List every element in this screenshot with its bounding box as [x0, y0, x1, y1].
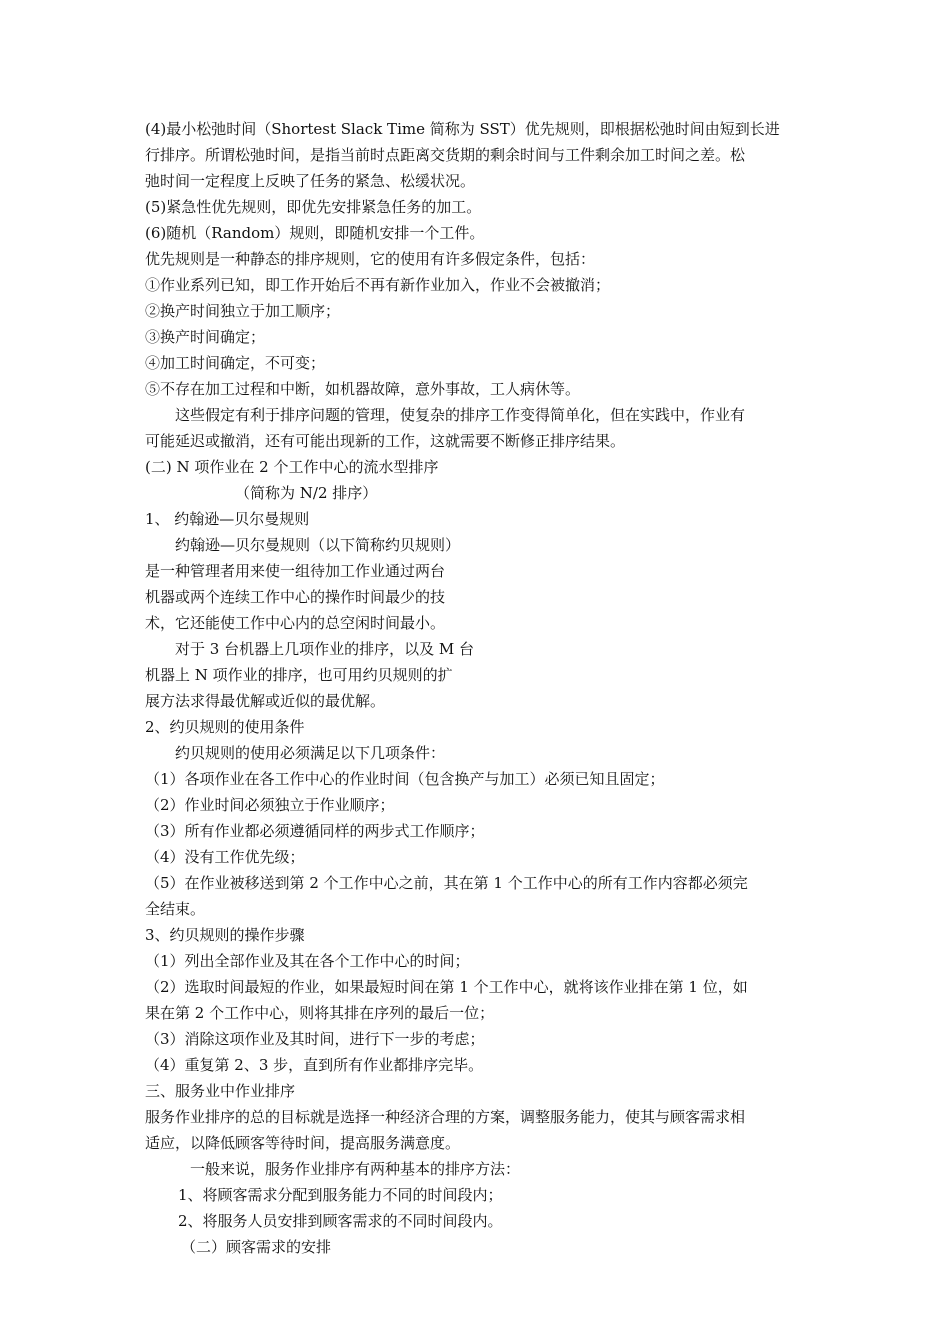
text-line: 适应，以降低顾客等待时间，提高服务满意度。 — [145, 1134, 461, 1152]
section-heading: (二) N 项作业在 2 个工作中心的流水型排序 — [145, 458, 439, 476]
text-line: 一般来说，服务作业排序有两种基本的排序方法： — [190, 1160, 521, 1178]
text-line: ②换产时间独立于加工顺序； — [145, 302, 341, 320]
section-subheading: （简称为 N/2 排序） — [235, 484, 378, 502]
text-line: (4)最小松弛时间（Shortest Slack Time 简称为 SST）优先规则，即根据松弛时间由短到长进 — [145, 120, 780, 138]
section-heading: 2、约贝规则的使用条件 — [145, 718, 305, 736]
text-line: （1）列出全部作业及其在各个工作中心的时间； — [145, 952, 470, 970]
text-line: （4）重复第 2、3 步，直到所有作业都排序完毕。 — [145, 1056, 484, 1074]
text-line: ①作业系列已知，即工作开始后不再有新作业加入，作业不会被撤消； — [145, 276, 611, 294]
text-line: 这些假定有利于排序问题的管理，使复杂的排序工作变得简单化，但在实践中，作业有 — [175, 406, 746, 424]
text-line: （2）作业时间必须独立于作业顺序； — [145, 796, 395, 814]
section-subheading: （二）顾客需求的安排 — [181, 1238, 332, 1256]
text-line: 优先规则是一种静态的排序规则，它的使用有许多假定条件，包括： — [145, 250, 596, 268]
text-line: (5)紧急性优先规则，即优先安排紧急任务的加工。 — [145, 198, 482, 216]
text-line: 术，它还能使工作中心内的总空闲时间最小。 — [145, 614, 446, 632]
section-heading: 3、约贝规则的操作步骤 — [145, 926, 305, 944]
text-line: （3）消除这项作业及其时间，进行下一步的考虑； — [145, 1030, 485, 1048]
text-line: 1、将顾客需求分配到服务能力不同的时间段内； — [178, 1186, 503, 1204]
text-line: 2、将服务人员安排到顾客需求的不同时间段内。 — [178, 1212, 503, 1230]
text-line: ④加工时间确定，不可变； — [145, 354, 326, 372]
text-line: （5）在作业被移送到第 2 个工作中心之前，其在第 1 个工作中心的所有工作内容都必须完 — [145, 874, 748, 892]
text-line: （1）各项作业在各工作中心的作业时间（包含换产与加工）必须已知且固定； — [145, 770, 665, 788]
text-line: 展方法求得最优解或近似的最优解。 — [145, 692, 386, 710]
text-line: ③换产时间确定； — [145, 328, 266, 346]
text-line: 行排序。所谓松弛时间，是指当前时点距离交货期的剩余时间与工件剩余加工时间之差。松 — [145, 146, 746, 164]
text-line: 是一种管理者用来使一组待加工作业通过两台 — [145, 562, 446, 580]
section-heading: 1、 约翰逊—贝尔曼规则 — [145, 510, 310, 528]
text-line: 约贝规则的使用必须满足以下几项条件： — [175, 744, 446, 762]
text-line: 果在第 2 个工作中心，则将其排在序列的最后一位； — [145, 1004, 495, 1022]
text-line: 机器或两个连续工作中心的操作时间最少的技 — [145, 588, 446, 606]
text-line: （4）没有工作优先级； — [145, 848, 305, 866]
text-line: （3）所有作业都必须遵循同样的两步式工作顺序； — [145, 822, 485, 840]
text-line: 机器上 N 项作业的排序，也可用约贝规则的扩 — [145, 666, 453, 684]
text-line: (6)随机（Random）规则，即随机安排一个工件。 — [145, 224, 485, 242]
text-line: 约翰逊—贝尔曼规则（以下简称约贝规则） — [175, 536, 461, 554]
document-page — [145, 116, 809, 1260]
text-line: 全结束。 — [145, 900, 206, 918]
text-line: 弛时间一定程度上反映了任务的紧急、松缓状况。 — [145, 172, 476, 190]
text-line: 对于 3 台机器上几项作业的排序，以及 M 台 — [175, 640, 474, 658]
text-line: 可能延迟或撤消，还有可能出现新的工作，这就需要不断修正排序结果。 — [145, 432, 626, 450]
text-line: 服务作业排序的总的目标就是选择一种经济合理的方案，调整服务能力，使其与顾客需求相 — [145, 1108, 746, 1126]
text-line: ⑤不存在加工过程和中断，如机器故障，意外事故，工人病休等。 — [145, 380, 581, 398]
text-line: （2）选取时间最短的作业，如果最短时间在第 1 个工作中心，就将该作业排在第 1 位，如 — [145, 978, 748, 996]
section-heading: 三、服务业中作业排序 — [145, 1082, 296, 1100]
